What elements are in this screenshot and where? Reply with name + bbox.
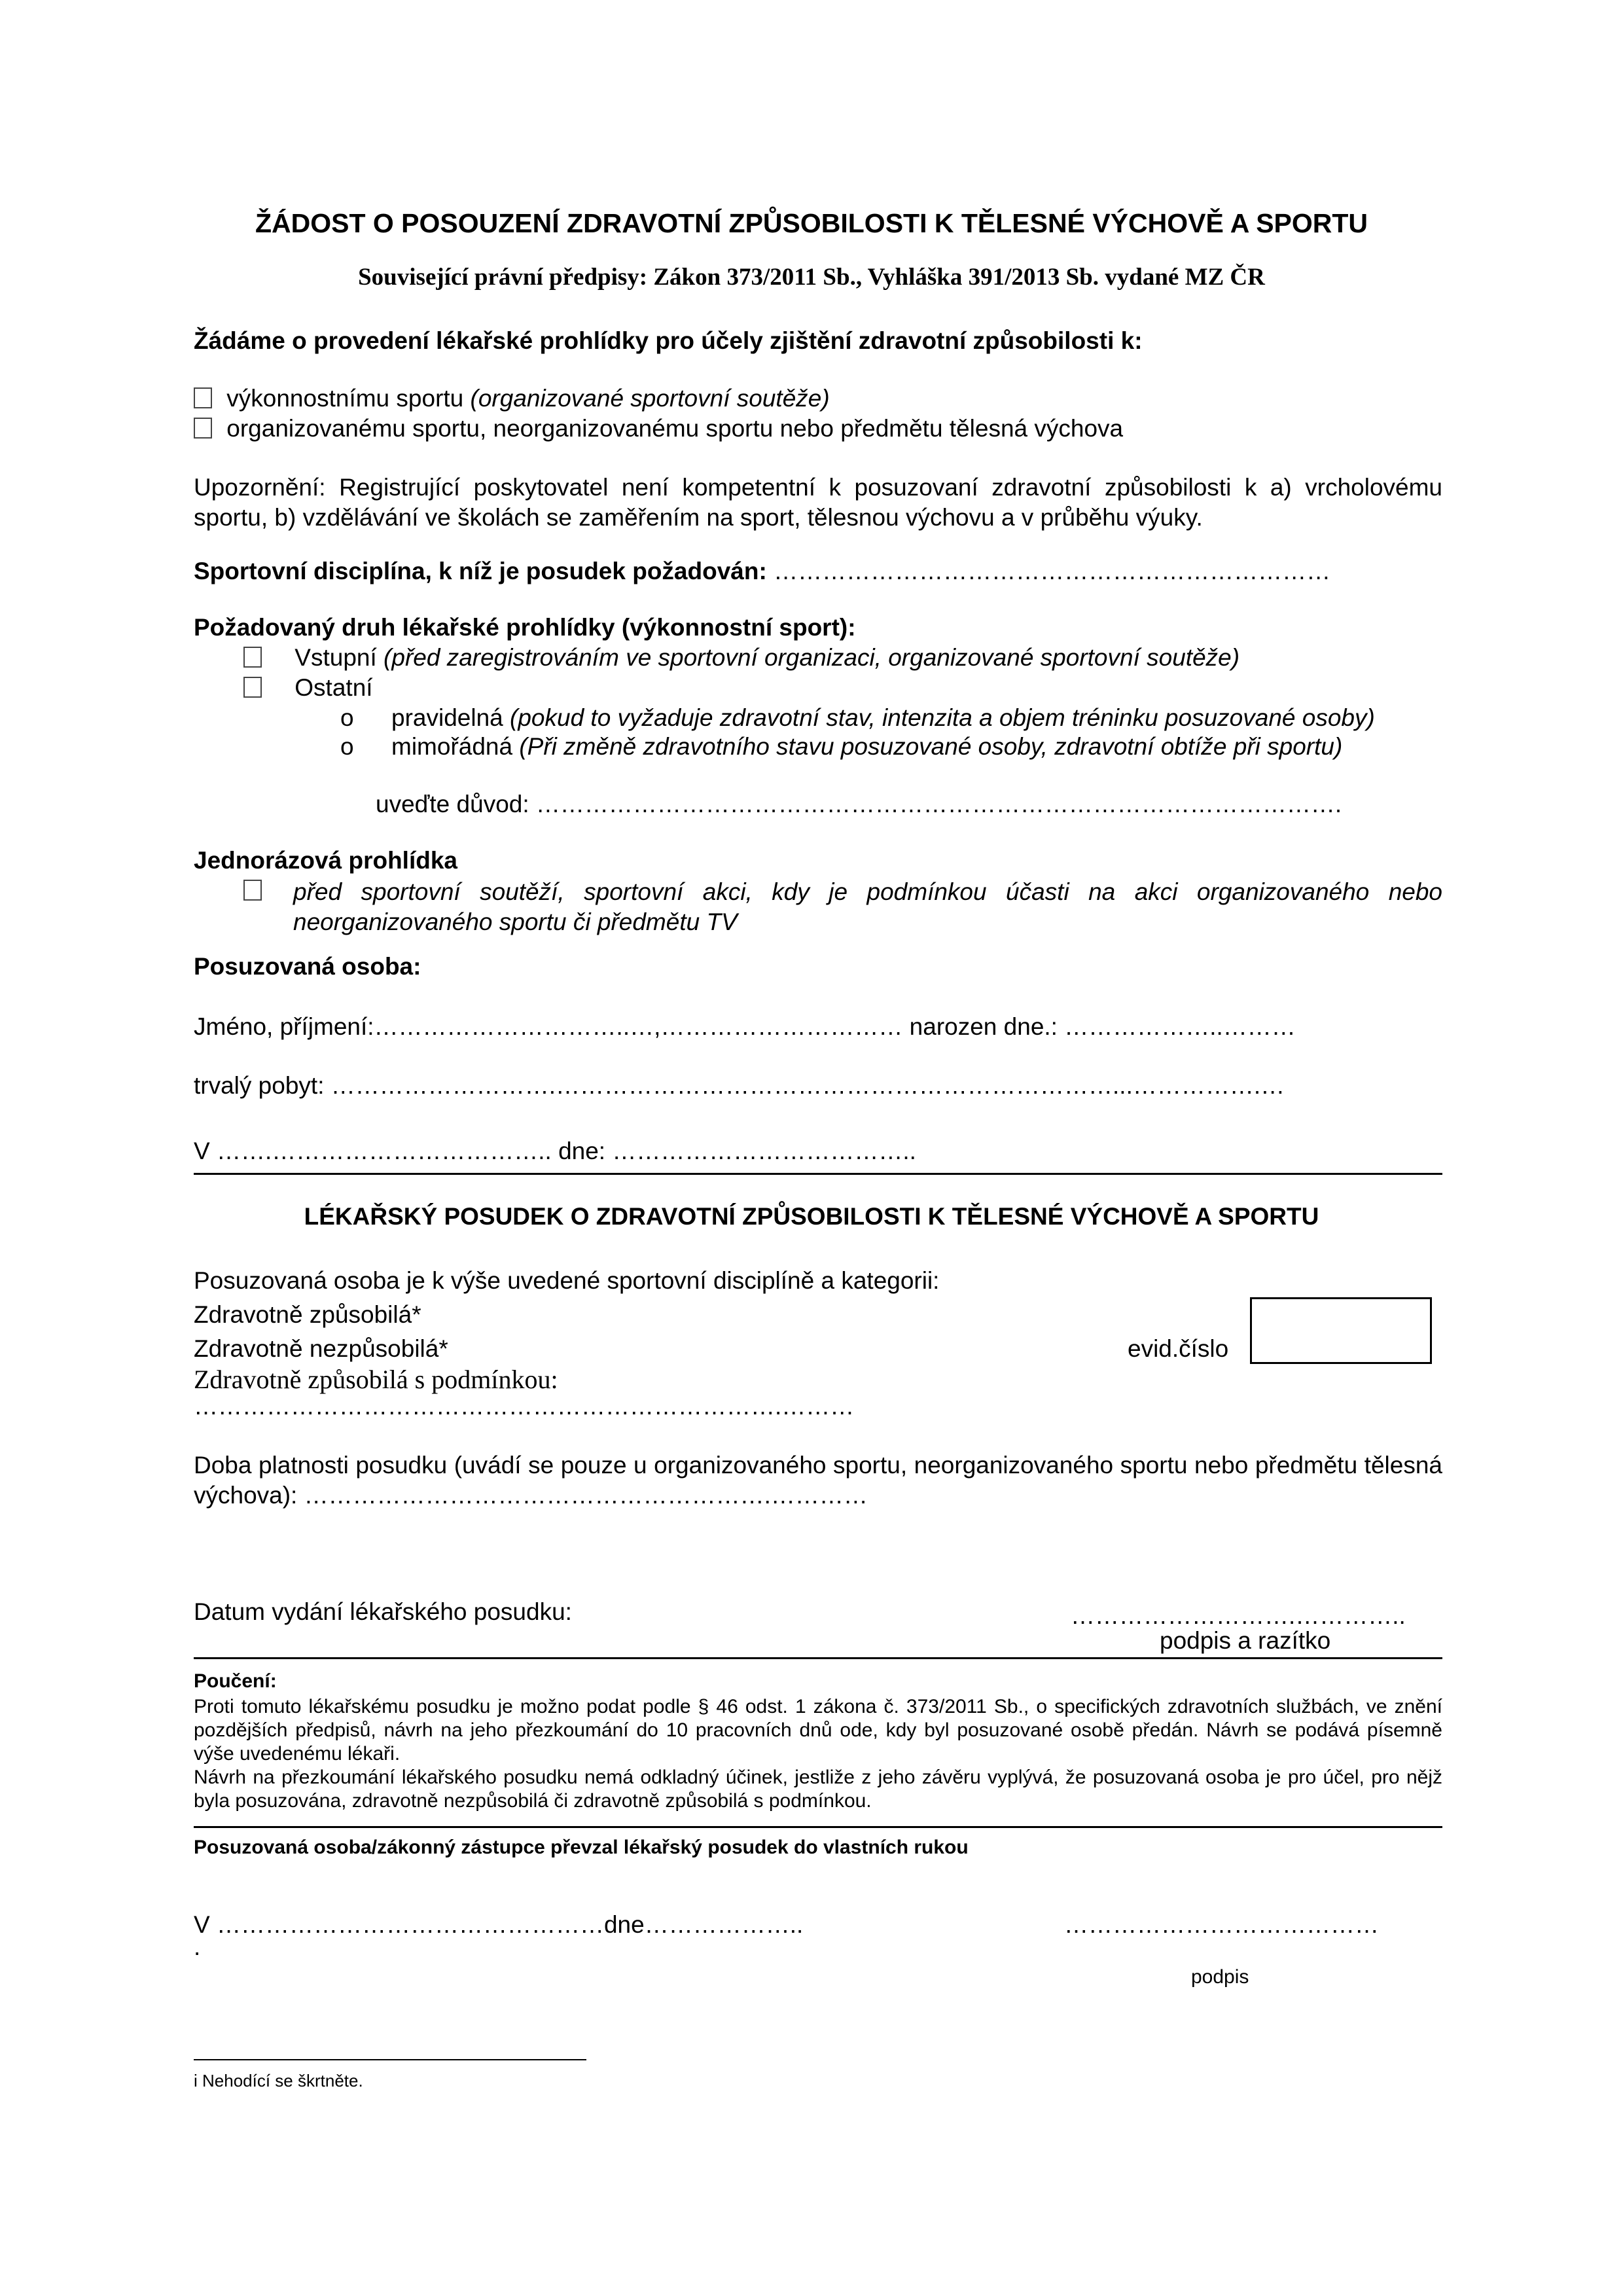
evid-number-box[interactable] (1250, 1297, 1432, 1364)
checkbox-vstupni[interactable] (243, 647, 262, 668)
discipline-line: Sportovní disciplína, k níž je posudek požadován: …………………………………………………………… (194, 558, 1331, 584)
warning-text: Upozornění: Registrující poskytovatel není kompetentní k posuzovaní zdravotní způsobilosti k a) vrcholovému sportu, b) vzdělávání ve školách se zaměřením na sport, tělesnou výchovu a v průběhu výuky. (194, 474, 1442, 531)
section-divider (194, 1657, 1442, 1659)
handover-place-date-field[interactable]: V …………………………………………dne……………….. (194, 1911, 804, 1938)
one-time-exam-heading: Jednorázová prohlídka (194, 847, 457, 874)
checkbox-ostatni[interactable] (243, 677, 262, 698)
person-heading: Posuzovaná osoba: (194, 953, 421, 980)
option-ostatni: Ostatní (243, 674, 373, 702)
option-unfit[interactable]: Zdravotně nezpůsobilá* (194, 1335, 448, 1362)
footnote-rule (194, 2059, 586, 2060)
option-performance-sport: výkonnostnímu sportu (organizované sportovní soutěže) (194, 385, 830, 412)
reason-field[interactable]: uveďte důvod: ………………………………………………………………………………………. (376, 791, 1342, 817)
place-date-field[interactable]: V …….…………………………….. dne: ……………………………….. (194, 1138, 916, 1164)
instructions-paragraph-2: Návrh na přezkoumání lékařského posudku nemá odkladný účinek, jestliže z jeho závěru vyplývá, že posuzovaná osoba je pro účel, pro nějž byla posuzována, zdravotně nezpůsobilá či zdravotně způsobilá s podmínkou. (194, 1767, 1442, 1812)
option-vstupni: Vstupní (před zaregistrováním ve sportovní organizaci, organizované sportovní soutěže) (243, 644, 1240, 672)
bullet-marker: o (340, 704, 354, 731)
checkbox-one-time-exam[interactable] (243, 877, 262, 905)
issue-date-label: Datum vydání lékařského posudku: (194, 1598, 572, 1625)
stray-dot: . (194, 1933, 201, 1960)
option-fit[interactable]: Zdravotně způsobilá* (194, 1301, 421, 1328)
residence-field[interactable]: trvalý pobyt: ……………………….……………………………………………………………...…………….… (194, 1072, 1285, 1099)
exam-type-heading: Požadovaný druh lékařské prohlídky (výkonnostní sport): (194, 614, 856, 641)
request-heading: Žádáme o provedení lékařské prohlídky pro účely zjištění zdravotní způsobilosti k: (194, 327, 1143, 354)
validity-text: Doba platnosti posudku (uvádí se pouze u organizovaného sportu, neorganizovaného sportu nebo předmětu tělesná výchova): ………………………………………………….………… (194, 1452, 1442, 1509)
checkbox-organized-sport[interactable] (194, 418, 212, 439)
person-signature-field[interactable]: ………………………………… (1064, 1911, 1379, 1938)
option-pravidelna[interactable]: o pravidelná (pokud to vyžaduje zdravotní stav, intenzita a objem tréninku posuzované osoby) (340, 704, 1375, 731)
option-fit-conditional[interactable]: Zdravotně způsobilá s podmínkou: (194, 1365, 558, 1394)
handover-statement: Posuzovaná osoba/zákonný zástupce převzal lékařský posudek do vlastních rukou (194, 1837, 969, 1858)
footnote: i Nehodící se škrtněte. (194, 2071, 363, 2090)
one-time-exam-text: před sportovní soutěží, sportovní akci, kdy je podmínkou účasti na akci organizovaného nebo neorganizovaného sportu či předmětu TV (293, 878, 1442, 935)
checkbox-performance-sport[interactable] (194, 387, 212, 408)
signature-label: podpis (1191, 1966, 1249, 1988)
instructions-paragraph-1: Proti tomuto lékařskému posudku je možno podat podle § 46 odst. 1 zákona č. 373/2011 Sb., o specifických zdravotních službách, ve znění pozdějších předpisů, návrh na jeho přezkoumání do 10 pracovních dnů ode, kdy byl posuzované osobě předán. Návrh se podává písemně výše uvedenému lékaři. (194, 1696, 1442, 1765)
assessment-intro: Posuzovaná osoba je k výše uvedené sportovní disciplíně a kategorii: (194, 1267, 940, 1294)
option-mimoradna[interactable]: o mimořádná (Při změně zdravotního stavu posuzované osoby, zdravotní obtíže při sportu) (340, 733, 1343, 760)
condition-field[interactable]: ……………………………………………………………….……… (194, 1393, 855, 1420)
medical-report-title: LÉKAŘSKÝ POSUDEK O ZDRAVOTNÍ ZPŮSOBILOSTI K TĚLESNÉ VÝCHOVĚ A SPORTU (304, 1203, 1319, 1230)
section-divider (194, 1826, 1442, 1828)
signature-stamp-label: podpis a razítko (1160, 1627, 1331, 1654)
document-title: ŽÁDOST O POSOUZENÍ ZDRAVOTNÍ ZPŮSOBILOSTI K TĚLESNÉ VÝCHOVĚ A SPORTU (255, 208, 1368, 238)
section-divider (194, 1173, 1442, 1175)
evid-label: evid.číslo (1128, 1335, 1229, 1362)
bullet-marker: o (340, 733, 354, 760)
doctor-signature-field[interactable]: ……………………….………….. (1071, 1602, 1406, 1629)
instructions-heading: Poučení: (194, 1670, 277, 1692)
legal-references: Související právní předpisy: Zákon 373/2011 Sb., Vyhláška 391/2013 Sb. vydané MZ ČR (358, 264, 1265, 291)
discipline-field[interactable]: …………………………………………………………… (774, 558, 1331, 584)
name-birth-field[interactable]: Jméno, příjmení:…………………………..…,………………………… narozen dne.: ………………..……… (194, 1013, 1296, 1040)
option-organized-sport: organizovanému sportu, neorganizovanému sportu nebo předmětu tělesná výchova (194, 415, 1123, 442)
